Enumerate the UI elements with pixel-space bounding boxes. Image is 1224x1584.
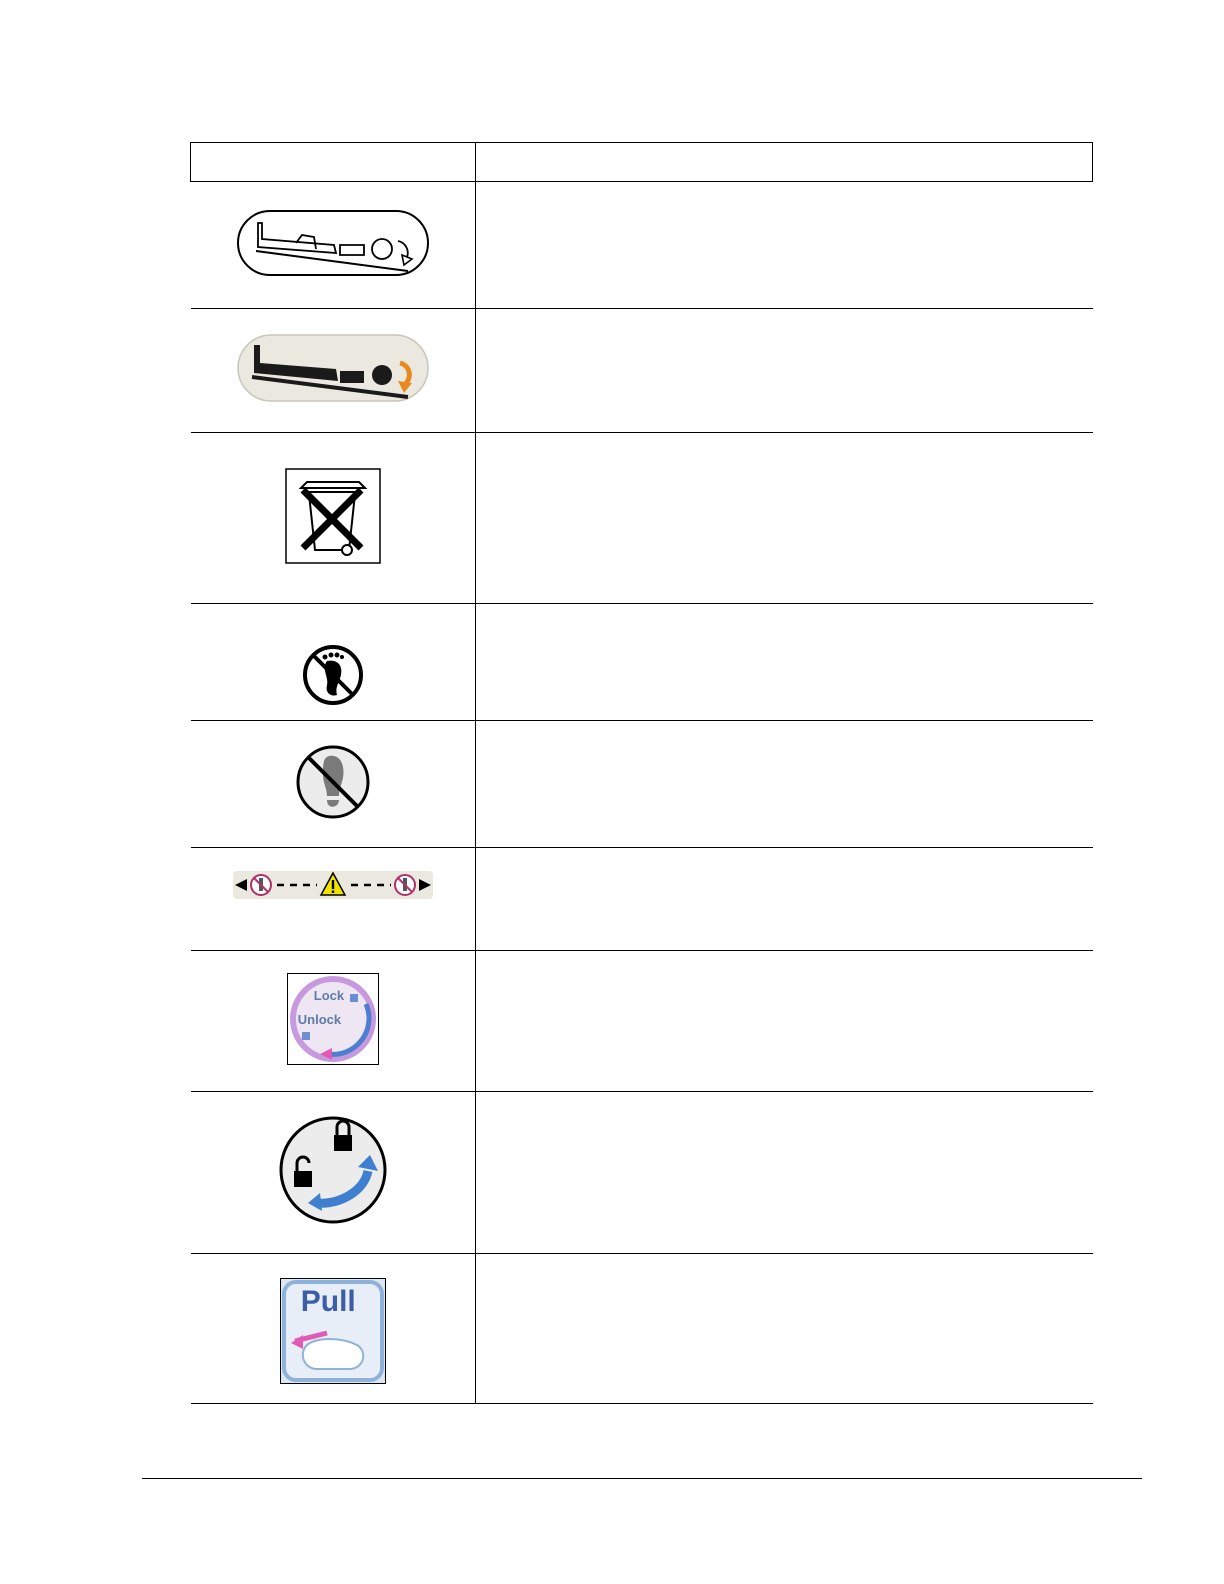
symbol-table bbox=[190, 142, 1093, 1404]
description-cell bbox=[476, 1254, 1093, 1404]
description-cell bbox=[476, 433, 1093, 604]
table-header-row bbox=[191, 143, 1093, 182]
symbol-cell bbox=[191, 309, 476, 433]
description-cell bbox=[476, 182, 1093, 309]
description-cell bbox=[476, 951, 1093, 1092]
unlock-label: Unlock bbox=[297, 1011, 342, 1027]
footer-rule bbox=[142, 1478, 1142, 1479]
lock-label: Lock bbox=[313, 987, 345, 1003]
symbol-cell bbox=[191, 604, 476, 721]
pinch-point-warning-icon bbox=[233, 869, 433, 901]
trendelenburg-filled-icon bbox=[236, 333, 430, 403]
lock-unlock-purple-icon bbox=[287, 973, 379, 1065]
symbol-cell bbox=[191, 848, 476, 951]
symbol-cell bbox=[191, 721, 476, 848]
symbol-cell bbox=[191, 951, 476, 1092]
symbol-cell bbox=[191, 1092, 476, 1254]
lock-unlock-blue-icon bbox=[278, 1115, 388, 1225]
description-cell bbox=[476, 721, 1093, 848]
description-cell bbox=[476, 604, 1093, 721]
table-row bbox=[191, 951, 1093, 1092]
symbol-cell bbox=[191, 182, 476, 309]
trendelenburg-outline-icon bbox=[236, 209, 430, 277]
table-row bbox=[191, 1092, 1093, 1254]
table-row bbox=[191, 433, 1093, 604]
table-row bbox=[191, 848, 1093, 951]
table-row bbox=[191, 604, 1093, 721]
symbol-cell bbox=[191, 433, 476, 604]
symbol-cell bbox=[191, 1254, 476, 1404]
description-cell bbox=[476, 1092, 1093, 1254]
pull-label: Pull bbox=[300, 1285, 356, 1318]
table-row bbox=[191, 309, 1093, 433]
table-row bbox=[191, 1254, 1093, 1404]
description-cell bbox=[476, 309, 1093, 433]
description-column-header bbox=[476, 143, 1093, 182]
no-foot-icon bbox=[301, 643, 365, 707]
no-step-shoe-icon bbox=[295, 744, 371, 820]
symbol-column-header bbox=[191, 143, 476, 182]
pull-handle-icon bbox=[280, 1278, 386, 1384]
table-row bbox=[191, 721, 1093, 848]
crossed-out-wheeled-bin-icon bbox=[285, 468, 381, 564]
table-row bbox=[191, 182, 1093, 309]
description-cell bbox=[476, 848, 1093, 951]
